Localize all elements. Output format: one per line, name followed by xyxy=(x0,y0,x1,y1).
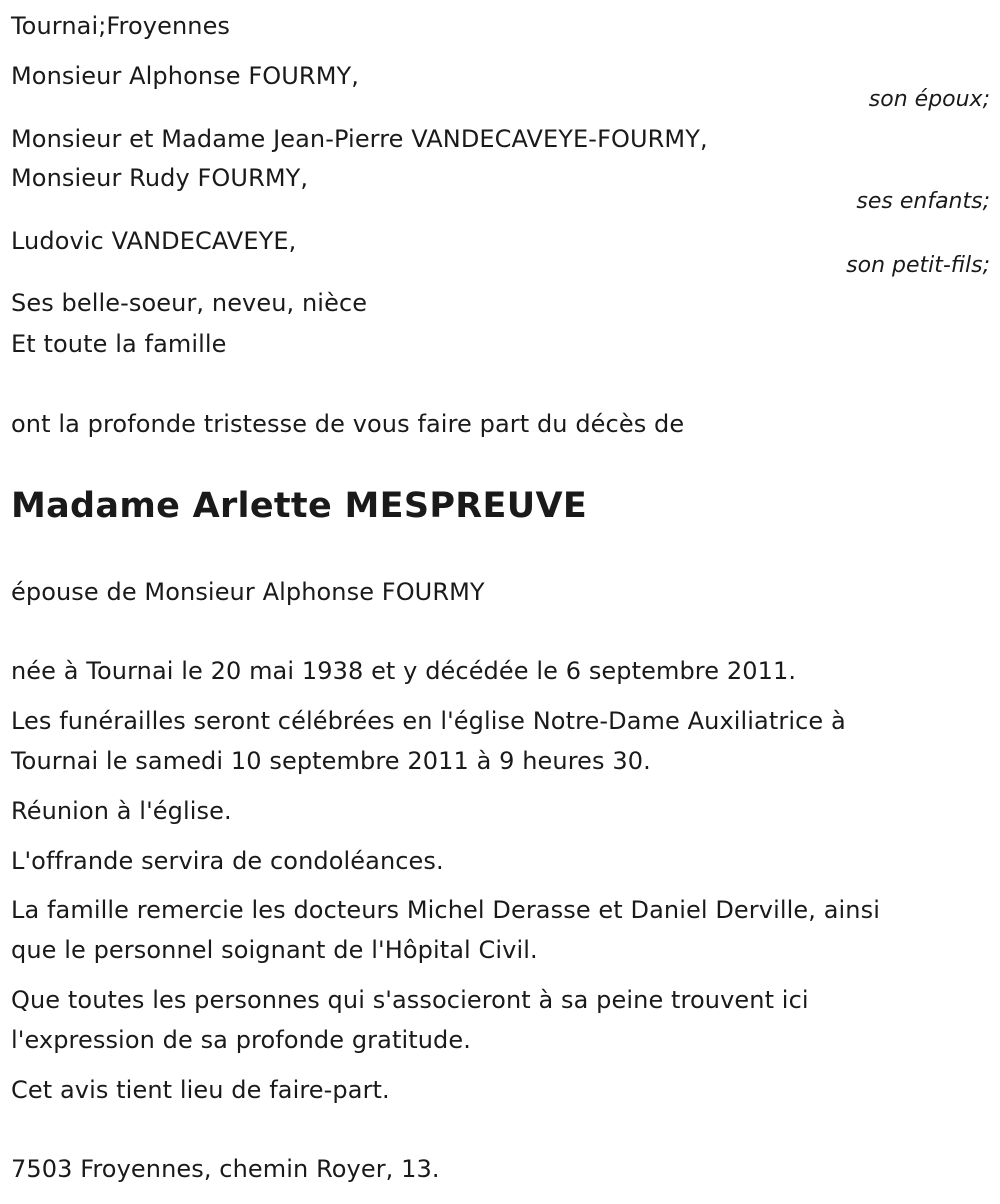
husband-name: Monsieur Alphonse FOURMY, xyxy=(11,62,360,90)
grandson-name: Ludovic VANDECAVEYE, xyxy=(11,227,297,255)
deceased-name: Madame Arlette MESPREUVE xyxy=(11,486,588,526)
funeral-line-2: Tournai le samedi 10 septembre 2011 à 9 heures 30. xyxy=(11,747,651,775)
other-relatives: Ses belle-soeur, neveu, nièce xyxy=(11,289,368,317)
notice-line: Cet avis tient lieu de faire-part. xyxy=(11,1076,390,1104)
announcement-text: ont la profonde tristesse de vous faire part du décès de xyxy=(11,410,685,438)
address-line: 7503 Froyennes, chemin Royer, 13. xyxy=(11,1155,440,1183)
thanks-line-1: La famille remercie les docteurs Michel Derasse et Daniel Derville, ainsi xyxy=(11,896,880,924)
offering-line: L'offrande servira de condoléances. xyxy=(11,847,444,875)
gratitude-line-1: Que toutes les personnes qui s'associeront à sa peine trouvent ici xyxy=(11,986,809,1014)
gratitude-line-2: l'expression de sa profonde gratitude. xyxy=(11,1026,471,1054)
grandson-relation: son petit-fils; xyxy=(846,253,990,278)
thanks-line-2: que le personnel soignant de l'Hôpital Civil. xyxy=(11,936,538,964)
whole-family: Et toute la famille xyxy=(11,330,227,358)
birth-death-line: née à Tournai le 20 mai 1938 et y décédée le 6 septembre 2011. xyxy=(11,657,797,685)
child-name-1: Monsieur et Madame Jean-Pierre VANDECAVEYE-FOURMY, xyxy=(11,125,708,153)
location-header: Tournai;Froyennes xyxy=(11,12,231,40)
spouse-line: épouse de Monsieur Alphonse FOURMY xyxy=(11,578,485,606)
husband-relation: son époux; xyxy=(868,87,990,112)
meeting-line: Réunion à l'église. xyxy=(11,797,232,825)
funeral-line-1: Les funérailles seront célébrées en l'église Notre-Dame Auxiliatrice à xyxy=(11,707,846,735)
child-name-2: Monsieur Rudy FOURMY, xyxy=(11,164,309,192)
children-relation: ses enfants; xyxy=(856,189,990,214)
